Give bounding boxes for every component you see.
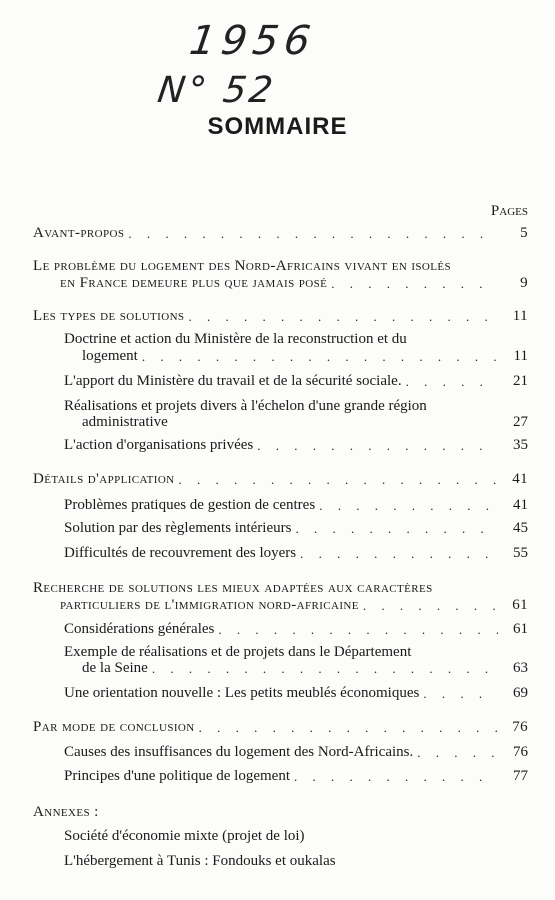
toc-subentry-organisations bbox=[64, 437, 528, 454]
toc-subentry-doctrine-line1: Doctrine et action du Ministère de la reconstruction et du bbox=[64, 331, 407, 347]
toc-page-number: 77 bbox=[513, 768, 528, 784]
leader-dots bbox=[142, 348, 498, 365]
toc-entry-label: administrative bbox=[82, 414, 168, 430]
toc-entry-label: Considérations générales bbox=[64, 621, 215, 637]
toc-entry-conclusion bbox=[33, 719, 528, 736]
leader-dots bbox=[128, 225, 498, 242]
toc-entry-recherche bbox=[60, 597, 528, 614]
leader-dots bbox=[417, 744, 498, 761]
toc-page-number: 9 bbox=[520, 275, 528, 291]
toc-subentry-exemple bbox=[82, 660, 528, 677]
toc-subentry-causes bbox=[64, 744, 528, 761]
toc-entry-label: Les types de solutions bbox=[33, 308, 185, 324]
annexes-heading: Annexes : bbox=[33, 804, 99, 820]
toc-entry-label: en France demeure plus que jamais posé bbox=[60, 275, 328, 291]
toc-entry-label: de la Seine bbox=[82, 660, 148, 676]
toc-entry-probleme bbox=[60, 275, 528, 292]
toc-page-number: 61 bbox=[512, 597, 528, 613]
leader-dots bbox=[199, 719, 498, 736]
pages-column-label: Pages bbox=[490, 203, 528, 219]
toc-entry-label: Une orientation nouvelle : Les petits meublés économiques bbox=[64, 685, 420, 701]
toc-entry-label: Principes d'une politique de logement bbox=[64, 768, 290, 784]
toc-page-number: 61 bbox=[513, 621, 528, 637]
toc-subentry-orientation bbox=[64, 685, 528, 702]
toc-page-number: 76 bbox=[513, 744, 528, 760]
toc-entry-recherche-line1: Recherche de solutions les mieux adaptées aux caractères bbox=[33, 580, 433, 596]
toc-subentry-doctrine bbox=[82, 348, 528, 365]
toc-page-number: 21 bbox=[513, 373, 528, 389]
toc-page-number: 27 bbox=[513, 414, 528, 430]
leader-dots bbox=[423, 685, 498, 702]
leader-dots bbox=[295, 520, 498, 537]
toc-entry-label: Problèmes pratiques de gestion de centres bbox=[64, 497, 316, 513]
toc-entry-probleme-line1: Le problème du logement des Nord-Africains vivant en isolés bbox=[33, 258, 452, 274]
toc-subentry-considerations bbox=[64, 621, 528, 638]
toc-entry-label: Par mode de conclusion bbox=[33, 719, 195, 735]
toc-entry-types bbox=[33, 308, 528, 325]
toc-page-number: 55 bbox=[513, 545, 528, 561]
toc-page-number: 11 bbox=[512, 308, 528, 324]
toc-subentry-apport bbox=[64, 373, 528, 390]
toc-entry-label: Avant-propos bbox=[33, 225, 125, 241]
leader-dots bbox=[363, 597, 498, 614]
toc-entry-label: particuliers de l'immigration nord-africaine bbox=[60, 597, 359, 613]
toc-subentry-solution bbox=[64, 520, 528, 537]
handwritten-number: N° 52 bbox=[155, 70, 279, 111]
leader-dots bbox=[331, 275, 498, 292]
annex-item: Société d'économie mixte (projet de loi) bbox=[64, 828, 305, 844]
toc-entry-label: logement bbox=[82, 348, 138, 364]
handwritten-year: 1956 bbox=[186, 18, 320, 64]
toc-entry-label: Causes des insuffisances du logement des Nord-Africains. bbox=[64, 744, 414, 760]
toc-entry-label: Difficultés de recouvrement des loyers bbox=[64, 545, 297, 561]
toc-page-number: 45 bbox=[513, 520, 528, 536]
toc-page-number: 63 bbox=[513, 660, 528, 676]
toc-page-number: 41 bbox=[512, 471, 528, 487]
toc-entry-label: Détails d'application bbox=[33, 471, 175, 487]
toc-subentry-realisations bbox=[82, 414, 528, 431]
toc-page-number: 5 bbox=[520, 225, 528, 241]
leader-dots bbox=[294, 768, 498, 785]
toc-entry-avant-propos bbox=[33, 225, 528, 242]
toc-page-number: 35 bbox=[513, 437, 528, 453]
leader-dots bbox=[300, 545, 498, 562]
toc-page-number: 69 bbox=[513, 685, 528, 701]
toc-page-number: 76 bbox=[512, 719, 528, 735]
leader-dots bbox=[188, 308, 498, 325]
annex-item: L'hébergement à Tunis : Fondouks et oukalas bbox=[64, 853, 336, 869]
leader-dots bbox=[257, 437, 498, 454]
toc-subentry-principes bbox=[64, 768, 528, 785]
leader-dots bbox=[218, 621, 498, 638]
toc-entry-details bbox=[33, 471, 528, 488]
page-title: SOMMAIRE bbox=[207, 113, 348, 140]
toc-entry-label: Solution par des règlements intérieurs bbox=[64, 520, 292, 536]
toc-entry-label: L'action d'organisations privées bbox=[64, 437, 254, 453]
toc-page-number: 11 bbox=[513, 348, 528, 364]
leader-dots bbox=[319, 497, 498, 514]
toc-subentry-difficultes bbox=[64, 545, 528, 562]
leader-dots bbox=[179, 471, 498, 488]
leader-dots bbox=[152, 660, 498, 677]
toc-page-number: 41 bbox=[513, 497, 528, 513]
toc-entry-label: L'apport du Ministère du travail et de la sécurité sociale. bbox=[64, 373, 402, 389]
toc-subentry-problemes bbox=[64, 497, 528, 514]
leader-dots bbox=[406, 373, 498, 390]
toc-subentry-exemple-line1: Exemple de réalisations et de projets dans le Département bbox=[64, 644, 412, 660]
toc-subentry-realisations-line1: Réalisations et projets divers à l'échelon d'une grande région bbox=[64, 398, 427, 414]
